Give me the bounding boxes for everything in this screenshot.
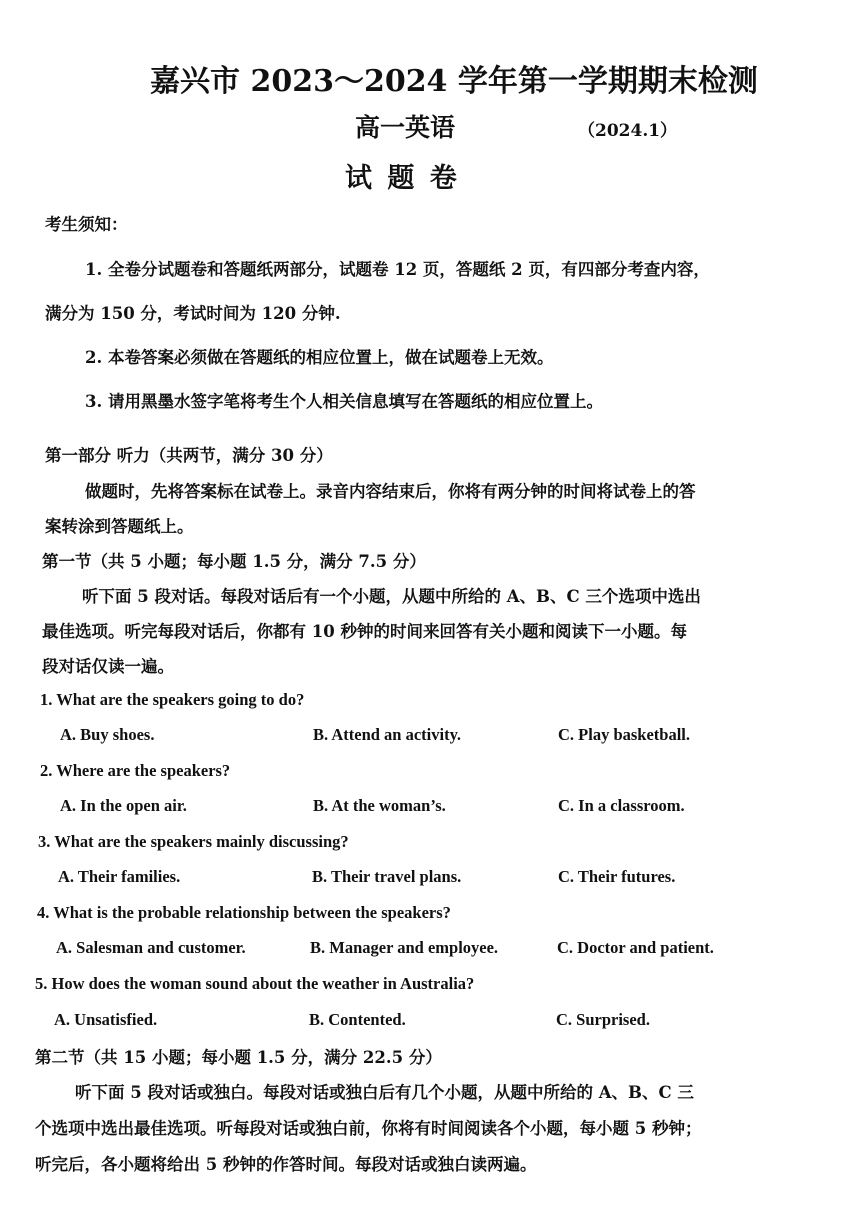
exam-title: 嘉兴市 2023～2024 学年第一学期期末检测: [150, 64, 758, 99]
question-3-option-a: A. Their families.: [58, 867, 181, 886]
question-3: 3. What are the speakers mainly discussing?: [38, 832, 349, 851]
notice-item-1-line-2: 满分为 150 分，考试时间为 120 分钟.: [45, 304, 341, 323]
question-2-option-c: C. In a classroom.: [558, 796, 685, 815]
question-2-option-b: B. At the woman’s.: [313, 796, 446, 815]
question-4: 4. What is the probable relationship between the speakers?: [37, 903, 451, 922]
question-5-option-b: B. Contented.: [309, 1010, 406, 1029]
paper-label: 试 题 卷: [345, 163, 457, 194]
subject-title: 高一英语: [355, 113, 456, 142]
question-1-option-c: C. Play basketball.: [558, 725, 691, 744]
part1-intro-line-2: 案转涂到答题纸上。: [45, 517, 194, 536]
section2-line-2: 个选项中选出最佳选项。听每段对话或独白前，你将有时间阅读各个小题，每小题 5 秒钟；: [35, 1119, 702, 1138]
question-5: 5. How does the woman sound about the weather in Australia?: [35, 974, 475, 993]
section1-line-2: 最佳选项。听完每段对话后，你都有 10 秒钟的时间来回答有关小题和阅读下一小题。每: [42, 622, 687, 641]
question-4-option-a: A. Salesman and customer.: [56, 938, 246, 957]
question-4-option-b: B. Manager and employee.: [310, 938, 499, 957]
question-1: 1. What are the speakers going to do?: [40, 690, 305, 709]
notice-item-3: 3. 请用黑墨水签字笔将考生个人相关信息填写在答题纸的相应位置上。: [85, 392, 603, 411]
exam-date: （2024.1）: [578, 121, 678, 141]
section2-heading: 第二节（共 15 小题；每小题 1.5 分，满分 22.5 分）: [35, 1048, 442, 1067]
section1-heading: 第一节（共 5 小题；每小题 1.5 分，满分 7.5 分）: [42, 552, 426, 571]
section1-line-1: 听下面 5 段对话。每段对话后有一个小题，从题中所给的 A、B、C 三个选项中选出: [82, 587, 701, 606]
question-1-option-a: A. Buy shoes.: [60, 725, 155, 744]
question-5-option-a: A. Unsatisfied.: [54, 1010, 158, 1029]
notice-item-2: 2. 本卷答案必须做在答题纸的相应位置上，做在试题卷上无效。: [85, 348, 554, 367]
question-1-option-b: B. Attend an activity.: [313, 725, 462, 744]
question-2-option-a: A. In the open air.: [60, 796, 187, 815]
section1-line-3: 段对话仅读一遍。: [42, 657, 174, 676]
question-3-option-c: C. Their futures.: [558, 867, 676, 886]
notice-item-1-line-1: 1. 全卷分试题卷和答题纸两部分，试题卷 12 页，答题纸 2 页，有四部分考查内容，: [85, 260, 710, 279]
question-4-option-c: C. Doctor and patient.: [557, 938, 714, 957]
notice-heading: 考生须知：: [45, 215, 128, 234]
question-3-option-b: B. Their travel plans.: [312, 867, 462, 886]
section2-line-3: 听完后，各小题将给出 5 秒钟的作答时间。每段对话或独白读两遍。: [35, 1155, 537, 1174]
part1-heading: 第一部分 听力（共两节，满分 30 分）: [45, 446, 333, 465]
part1-intro-line-1: 做题时，先将答案标在试卷上。录音内容结束后，你将有两分钟的时间将试卷上的答: [85, 482, 696, 501]
question-2: 2. Where are the speakers?: [40, 761, 231, 780]
question-5-option-c: C. Surprised.: [556, 1010, 650, 1029]
section2-line-1: 听下面 5 段对话或独白。每段对话或独白后有几个小题，从题中所给的 A、B、C 三: [75, 1083, 694, 1102]
